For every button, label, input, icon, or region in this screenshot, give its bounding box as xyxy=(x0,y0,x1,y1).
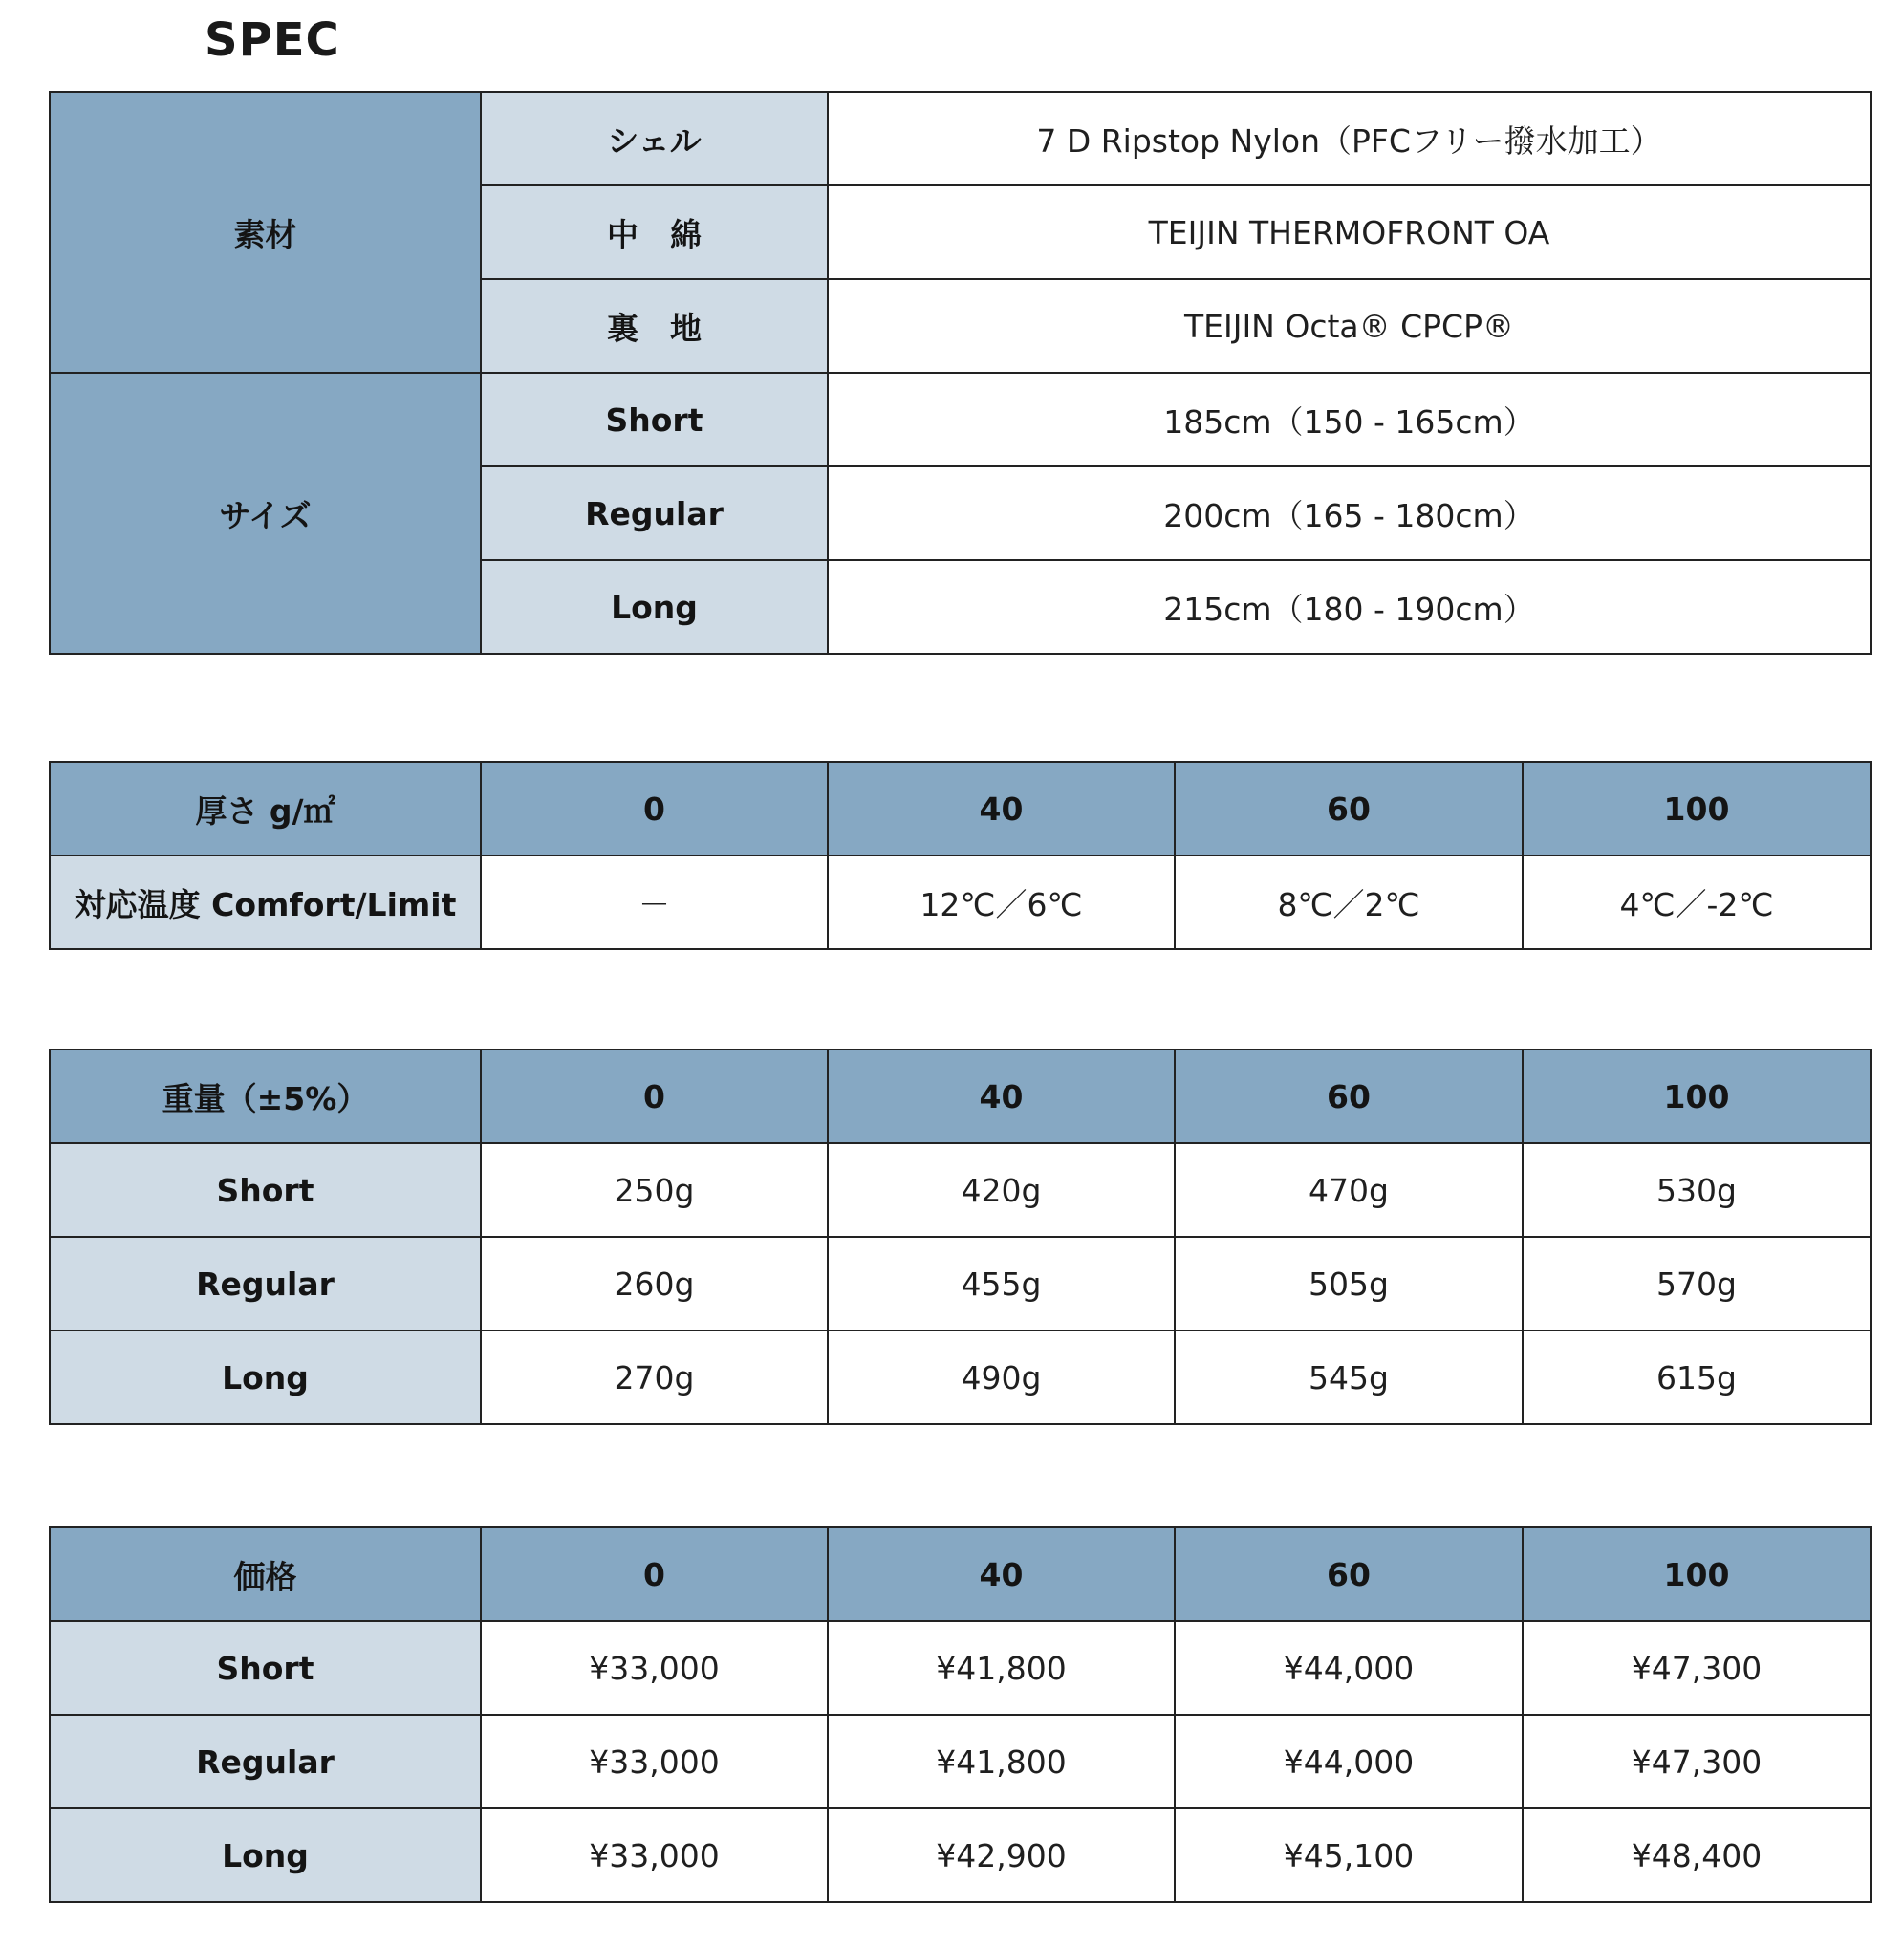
weight-table xyxy=(49,1049,1872,1425)
table-cell: ¥33,000 xyxy=(481,1808,828,1902)
table-cell: 420g xyxy=(828,1143,1175,1237)
row-label: Short xyxy=(50,1143,481,1237)
table-cell: 8℃／2℃ xyxy=(1175,855,1523,949)
column-header: 60 xyxy=(1175,1527,1523,1621)
table-cell: ¥48,400 xyxy=(1523,1808,1871,1902)
table-row xyxy=(50,1808,1871,1902)
row-label: Short xyxy=(50,1621,481,1715)
material-value-fill: TEIJIN THERMOFRONT OA xyxy=(828,185,1871,279)
table-cell: ¥44,000 xyxy=(1175,1621,1523,1715)
table-cell: ¥44,000 xyxy=(1175,1715,1523,1808)
temperature-table xyxy=(49,761,1872,950)
table-header-row xyxy=(50,1050,1871,1143)
column-header: 60 xyxy=(1175,762,1523,855)
price-header-label: 価格 xyxy=(50,1527,481,1621)
column-header: 100 xyxy=(1523,1527,1871,1621)
materials-group-label: 素材 xyxy=(50,92,481,373)
column-header: 60 xyxy=(1175,1050,1523,1143)
table-cell: ¥42,900 xyxy=(828,1808,1175,1902)
table-cell: 250g xyxy=(481,1143,828,1237)
row-label: Long xyxy=(50,1808,481,1902)
table-cell: 490g xyxy=(828,1331,1175,1424)
table-cell: 455g xyxy=(828,1237,1175,1331)
table-cell: ¥33,000 xyxy=(481,1621,828,1715)
table-header-row xyxy=(50,1527,1871,1621)
column-header: 100 xyxy=(1523,1050,1871,1143)
size-label-long: Long xyxy=(481,560,828,654)
row-label: Regular xyxy=(50,1715,481,1808)
table-cell: 545g xyxy=(1175,1331,1523,1424)
table-cell: 615g xyxy=(1523,1331,1871,1424)
table-cell: 470g xyxy=(1175,1143,1523,1237)
material-value-shell: 7 D Ripstop Nylon（PFCフリー撥水加工） xyxy=(828,92,1871,185)
size-value-long: 215cm（180 - 190cm） xyxy=(828,560,1871,654)
size-label-regular: Regular xyxy=(481,466,828,560)
table-cell: 505g xyxy=(1175,1237,1523,1331)
table-row xyxy=(50,1621,1871,1715)
table-cell: 270g xyxy=(481,1331,828,1424)
thickness-header-label: 厚さ g/㎡ xyxy=(50,762,481,855)
table-row xyxy=(50,1143,1871,1237)
size-label-short: Short xyxy=(481,373,828,466)
size-value-short: 185cm（150 - 165cm） xyxy=(828,373,1871,466)
table-row xyxy=(50,92,1871,185)
table-cell: 260g xyxy=(481,1237,828,1331)
table-cell: ¥41,800 xyxy=(828,1715,1175,1808)
page-title: SPEC xyxy=(205,13,340,67)
column-header: 0 xyxy=(481,1527,828,1621)
column-header: 40 xyxy=(828,762,1175,855)
table-cell: 530g xyxy=(1523,1143,1871,1237)
table-row xyxy=(50,373,1871,466)
table-cell: ¥47,300 xyxy=(1523,1621,1871,1715)
table-cell: 12℃／6℃ xyxy=(828,855,1175,949)
table-row xyxy=(50,1715,1871,1808)
size-value-regular: 200cm（165 - 180cm） xyxy=(828,466,1871,560)
material-label-fill: 中 綿 xyxy=(481,185,828,279)
temperature-row-label: 対応温度 Comfort/Limit xyxy=(50,855,481,949)
sizes-group-label: サイズ xyxy=(50,373,481,654)
row-label: Regular xyxy=(50,1237,481,1331)
materials-size-table xyxy=(49,91,1872,655)
column-header: 0 xyxy=(481,1050,828,1143)
table-row xyxy=(50,855,1871,949)
table-header-row xyxy=(50,762,1871,855)
material-label-lining: 裏 地 xyxy=(481,279,828,373)
table-cell: 4℃／-2℃ xyxy=(1523,855,1871,949)
weight-header-label: 重量（±5%） xyxy=(50,1050,481,1143)
table-row xyxy=(50,1331,1871,1424)
price-table xyxy=(49,1526,1872,1903)
table-cell: ¥33,000 xyxy=(481,1715,828,1808)
table-cell: ¥47,300 xyxy=(1523,1715,1871,1808)
table-cell: 570g xyxy=(1523,1237,1871,1331)
table-row xyxy=(50,1237,1871,1331)
table-cell: － xyxy=(481,855,828,949)
material-label-shell: シェル xyxy=(481,92,828,185)
column-header: 40 xyxy=(828,1050,1175,1143)
column-header: 40 xyxy=(828,1527,1175,1621)
column-header: 100 xyxy=(1523,762,1871,855)
column-header: 0 xyxy=(481,762,828,855)
table-cell: ¥41,800 xyxy=(828,1621,1175,1715)
row-label: Long xyxy=(50,1331,481,1424)
material-value-lining: TEIJIN Octa® CPCP® xyxy=(828,279,1871,373)
table-cell: ¥45,100 xyxy=(1175,1808,1523,1902)
